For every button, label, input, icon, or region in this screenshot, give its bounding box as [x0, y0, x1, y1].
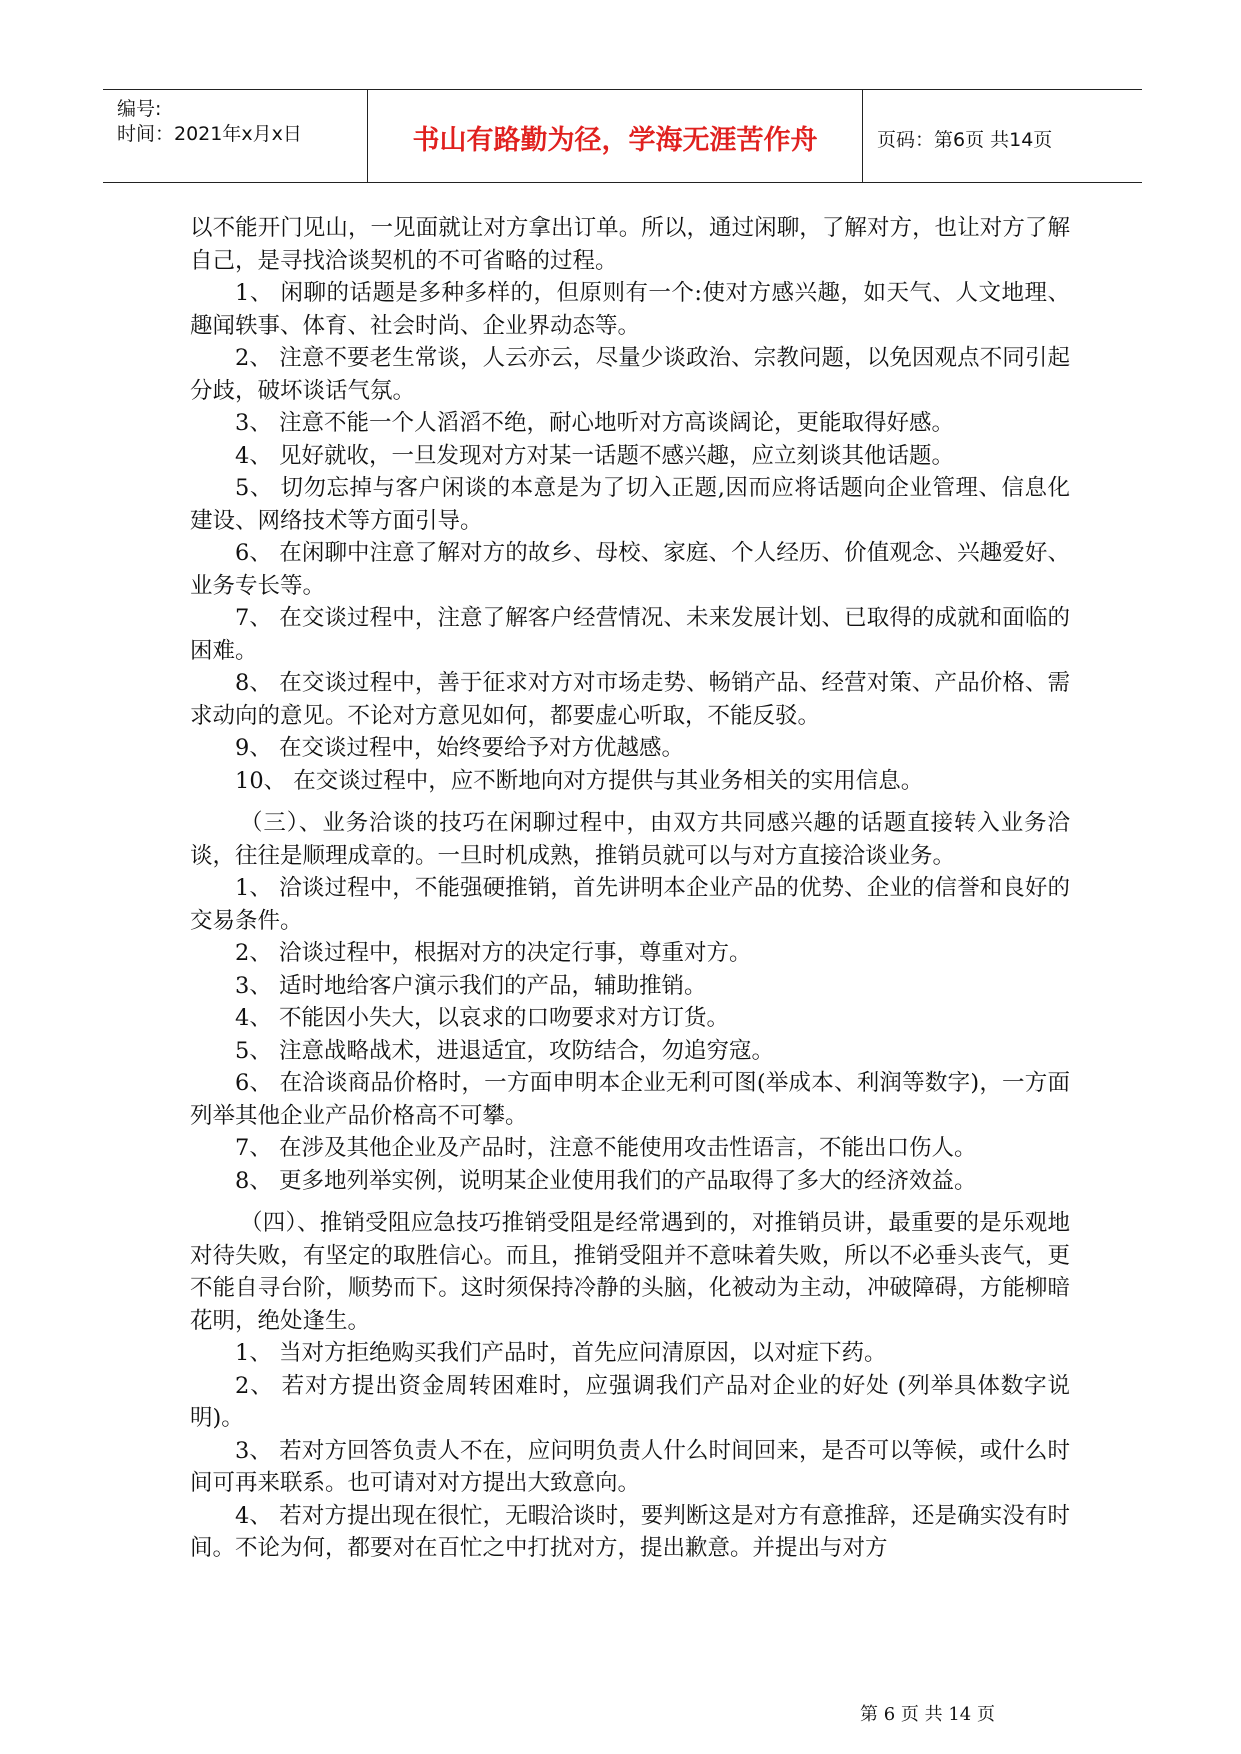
list-item: 2、 注意不要老生常谈，人云亦云，尽量少谈政治、宗教问题，以免因观点不同引起分歧，破坏谈话气氛。	[190, 345, 1070, 404]
list-item: 4、 若对方提出现在很忙，无暇洽谈时，要判断这是对方有意推辞，还是确实没有时间。不论为何，都要对在百忙之中打扰对方，提出歉意。并提出与对方	[190, 1502, 1070, 1561]
header-motto: 书山有路勤为径，学海无涯苦作舟	[412, 125, 818, 156]
list-item: 1、 当对方拒绝购买我们产品时，首先应问清原因，以对症下药。	[235, 1340, 887, 1366]
list-item: 8、 更多地列举实例，说明某企业使用我们的产品取得了多大的经济效益。	[235, 1167, 977, 1194]
list-item: 4、 不能因小失大，以哀求的口吻要求对方订货。	[235, 1005, 729, 1031]
list-item: 10、 在交谈过程中，应不断地向对方提供与其业务相关的实用信息。	[235, 767, 924, 794]
list-item: 6、 在洽谈商品价格时，一方面申明本企业无利可图(举成本、利润等数字)，一方面列举其他企业产品价格高不可攀。	[190, 1070, 1070, 1129]
list-item: 9、 在交谈过程中，始终要给予对方优越感。	[235, 735, 684, 761]
page-header	[103, 89, 1142, 183]
list-item: 5、 注意战略战术，进退适宜，攻防结合，勿追穷寇。	[235, 1037, 774, 1064]
list-item: 4、 见好就收，一旦发现对方对某一话题不感兴趣，应立刻谈其他话题。	[235, 442, 954, 469]
header-motto-cell	[368, 90, 863, 182]
list-item: 5、 切勿忘掉与客户闲谈的本意是为了切入正题,因而应将话题向企业管理、信息化建设、网络技术等方面引导。	[190, 475, 1070, 534]
list-item: 3、 若对方回答负责人不在，应问明负责人什么时间回来，是否可以等候，或什么时间可再来联系。也可请对对方提出大致意向。	[190, 1437, 1070, 1496]
document-number-label: 编号:	[117, 98, 162, 120]
list-item: 7、 在交谈过程中，注意了解客户经营情况、未来发展计划、已取得的成就和面临的困难。	[190, 605, 1070, 664]
paragraph: 以不能开门见山，一见面就让对方拿出订单。所以，通过闲聊，了解对方，也让对方了解自己，是寻找洽谈契机的不可省略的过程。	[190, 215, 1070, 274]
list-item: 1、 闲聊的话题是多种多样的，但原则有一个:使对方感兴趣，如天气、人文地理、趣闻轶事、体育、社会时尚、企业界动态等。	[190, 280, 1070, 339]
list-item: 3、 注意不能一个人滔滔不绝，耐心地听对方高谈阔论，更能取得好感。	[235, 410, 954, 436]
document-time-label: 时间：2021年x月x日	[117, 123, 302, 145]
list-item: 1、 洽谈过程中，不能强硬推销，首先讲明本企业产品的优势、企业的信誉和良好的交易条件。	[190, 875, 1070, 934]
list-item: 2、 洽谈过程中，根据对方的决定行事，尊重对方。	[235, 940, 752, 966]
header-info-cell	[103, 90, 368, 182]
list-item: 2、 若对方提出资金周转困难时，应强调我们产品对企业的好处 (列举具体数字说明)。	[190, 1372, 1070, 1431]
list-item: 3、 适时地给客户演示我们的产品，辅助推销。	[235, 972, 707, 999]
list-item: 7、 在涉及其他企业及产品时，注意不能使用攻击性语言，不能出口伤人。	[235, 1135, 977, 1161]
document-body	[190, 212, 1070, 1565]
header-page-number: 页码：第6页 共14页	[877, 129, 1053, 151]
section-heading-paragraph: （四）、推销受阻应急技巧推销受阻是经常遇到的，对推销员讲，最重要的是乐观地对待失败，有坚定的取胜信心。而且，推销受阻并不意味着失败，所以不必垂头丧气，更不能自寻台阶，顺势而下。这时须保持冷静的头脑，化被动为主动，冲破障碍，方能柳暗花明，绝处逢生。	[190, 1210, 1070, 1334]
page-footer-number: 第 6 页 共 14 页	[860, 1704, 995, 1725]
list-item: 6、 在闲聊中注意了解对方的故乡、母校、家庭、个人经历、价值观念、兴趣爱好、业务专长等。	[190, 540, 1070, 599]
list-item: 8、 在交谈过程中，善于征求对方对市场走势、畅销产品、经营对策、产品价格、需求动向的意见。不论对方意见如何，都要虚心听取，不能反驳。	[190, 670, 1070, 729]
header-page-cell	[863, 90, 1142, 182]
section-heading-paragraph: （三）、业务洽谈的技巧在闲聊过程中，由双方共同感兴趣的话题直接转入业务洽谈，往往是顺理成章的。一旦时机成熟，推销员就可以与对方直接洽谈业务。	[190, 810, 1070, 869]
